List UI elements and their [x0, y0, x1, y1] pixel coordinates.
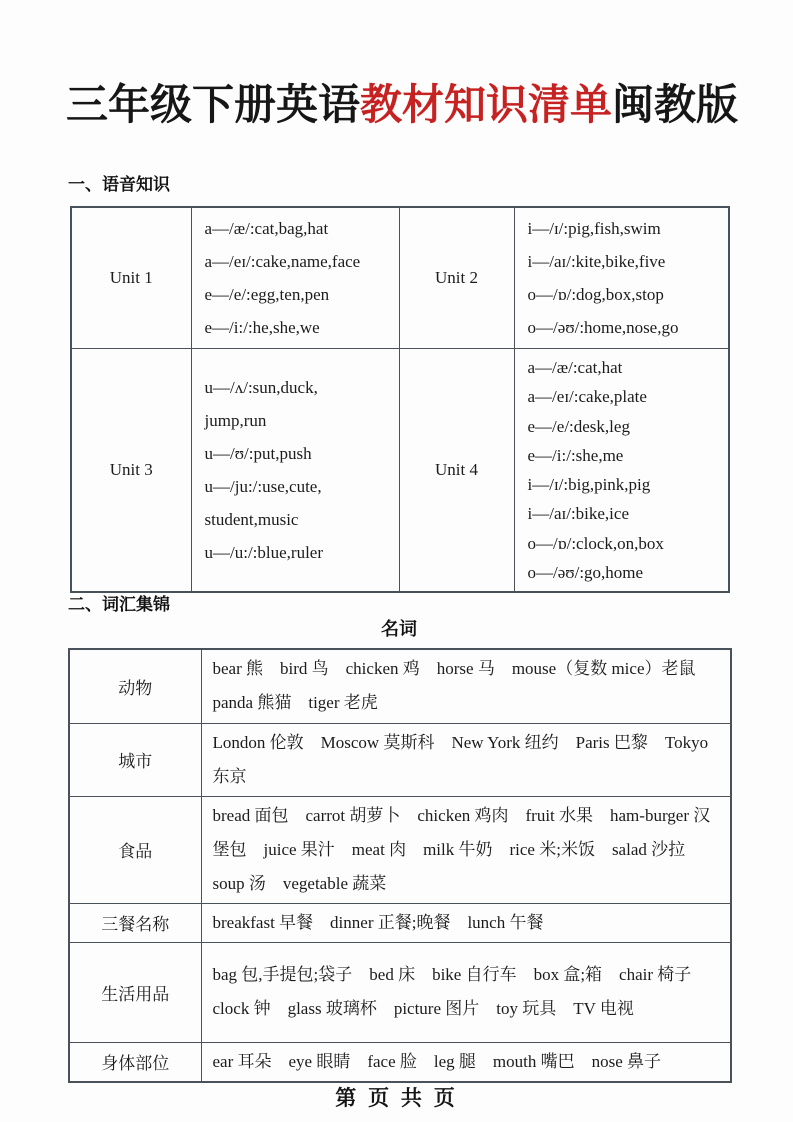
title-part-red: 教材知识清单: [360, 81, 613, 128]
title-part-black-1: 三年级下册英语: [66, 81, 361, 128]
vocab-category-food: 食品: [69, 796, 201, 903]
vocab-category-meals: 三餐名称: [69, 903, 201, 942]
vocab-content-food: bread 面包 carrot 胡萝卜 chicken 鸡肉 fruit 水果 ham-burger 汉堡包 juice 果汁 meat 肉 milk 牛奶 rice 米;米饭 salad 沙拉 soup 汤 vegetable 蔬菜: [201, 796, 731, 903]
phonics-line: u—/ʊ/:put,push: [204, 444, 312, 464]
vocab-category-body-parts: 身体部位: [69, 1042, 201, 1082]
table-row: [69, 903, 731, 942]
vocab-content-cities: London 伦敦 Moscow 莫斯科 New York 纽约 Paris 巴黎 Tokyo 东京: [201, 723, 731, 796]
table-row: [71, 349, 729, 593]
section-heading-vocab: 二、词汇集锦: [68, 595, 170, 614]
phonics-line: o—/əʊ/:go,home: [527, 563, 644, 583]
phonics-line: i—/aɪ/:kite,bike,five: [527, 252, 666, 271]
unit-2-content: [514, 207, 729, 349]
phonics-line: student,music: [204, 510, 299, 530]
vocab-table: [68, 648, 732, 1083]
table-row: [69, 723, 731, 796]
vocab-content-meals: breakfast 早餐 dinner 正餐;晚餐 lunch 午餐: [201, 903, 731, 942]
vocab-category-daily-items: 生活用品: [69, 942, 201, 1042]
table-row: [69, 796, 731, 903]
phonics-line: o—/ɒ/:clock,on,box: [527, 533, 664, 553]
phonics-line: u—/ʌ/:sun,duck,: [204, 378, 318, 398]
phonics-line: i—/aɪ/:bike,ice: [527, 504, 629, 524]
title-part-black-2: 闽教版: [612, 81, 739, 128]
table-row: [69, 942, 731, 1042]
phonics-table: [70, 206, 730, 593]
phonics-line: a—/æ/:cat,hat: [527, 358, 623, 377]
unit-4-content: [514, 349, 729, 593]
phonics-line: o—/əʊ/:home,nose,go: [527, 318, 679, 337]
phonics-line: e—/i:/:he,she,we: [204, 318, 320, 337]
page-title: [66, 72, 756, 132]
phonics-line: e—/e/:egg,ten,pen: [204, 285, 330, 304]
unit-3-label: Unit 3: [71, 349, 191, 593]
vocab-content-body-parts: ear 耳朵 eye 眼睛 face 脸 leg 腿 mouth 嘴巴 nose 鼻子: [201, 1042, 731, 1082]
table-row: [69, 1042, 731, 1082]
unit-2-label: Unit 2: [399, 207, 514, 349]
vocab-content-animals: bear 熊 bird 鸟 chicken 鸡 horse 马 mouse（复数 mice）老鼠 panda 熊猫 tiger 老虎: [201, 649, 731, 723]
phonics-line: a—/æ/:cat,bag,hat: [204, 219, 329, 238]
phonics-line: a—/eɪ/:cake,plate: [527, 387, 647, 407]
table-row: [71, 207, 729, 349]
phonics-line: e—/i:/:she,me: [527, 445, 624, 465]
phonics-line: a—/eɪ/:cake,name,face: [204, 252, 361, 271]
vocab-content-daily-items: bag 包,手提包;袋子 bed 床 bike 自行车 box 盒;箱 chair 椅子 clock 钟 glass 玻璃杯 picture 图片 toy 玩具 TV 电视: [201, 942, 731, 1042]
phonics-line: u—/ju:/:use,cute,: [204, 477, 322, 497]
section-heading-phonics: 一、语音知识: [68, 175, 170, 194]
vocab-category-animals: 动物: [69, 649, 201, 723]
table-row: [69, 649, 731, 723]
vocab-category-cities: 城市: [69, 723, 201, 796]
unit-3-content: [191, 349, 399, 593]
unit-1-content: [191, 207, 399, 349]
phonics-line: e—/e/:desk,leg: [527, 416, 630, 436]
phonics-line: i—/ɪ/:pig,fish,swim: [527, 219, 661, 238]
phonics-line: jump,run: [204, 411, 267, 431]
unit-1-label: Unit 1: [71, 207, 191, 349]
phonics-line: i—/ɪ/:big,pink,pig: [527, 475, 651, 495]
unit-4-label: Unit 4: [399, 349, 514, 593]
page-footer: 第 页 共 页: [335, 1087, 458, 1110]
phonics-line: o—/ɒ/:dog,box,stop: [527, 285, 664, 304]
vocab-subheading-nouns: 名词: [381, 619, 417, 639]
phonics-line: u—/u:/:blue,ruler: [204, 543, 324, 563]
